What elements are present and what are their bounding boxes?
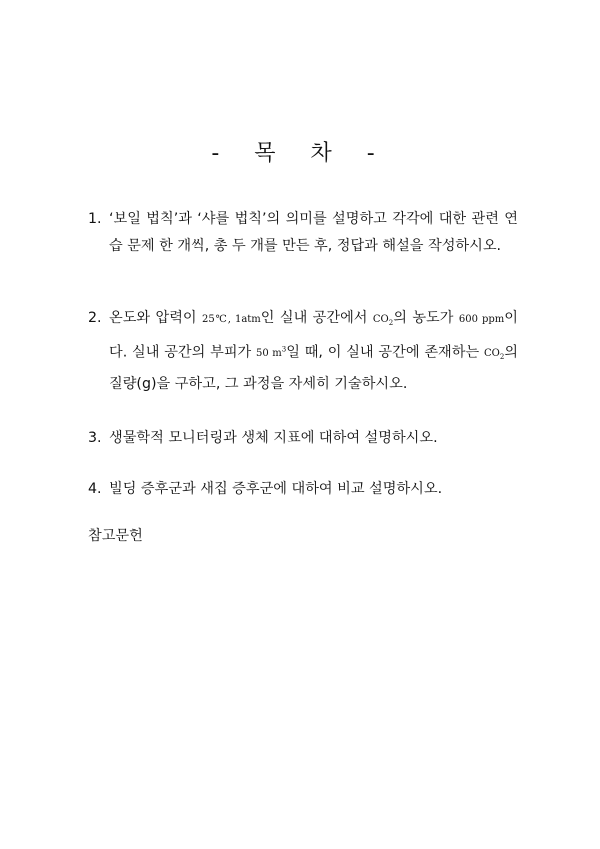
toc-item-1	[88, 206, 518, 260]
toc-item-2	[88, 305, 518, 398]
item-text: 온도와 압력이 25℃, 1atm인 실내 공간에서 $CO_2$의 농도가 600 ppm이다. 실내 공간의 부피가 50 $m^3$일 때, 이 실내 공간에 존재하는 $CO_2$의 질량(g)을 구하고, 그 과정을 자세히 기술하시오.	[109, 310, 519, 393]
toc-item-3	[88, 425, 518, 452]
concentration-value: 600 ppm	[458, 314, 505, 325]
item-number: 1.	[88, 211, 102, 227]
toc-title: - 목 차 -	[211, 141, 389, 166]
toc-item-4	[88, 476, 518, 503]
item-text: 생물학적 모니터링과 생체 지표에 대하여 설명하시오.	[109, 430, 438, 446]
item-text: 빌딩 증후군과 새집 증후군에 대하여 비교 설명하시오.	[109, 481, 443, 497]
co2-formula: $CO_2$	[483, 348, 505, 362]
item-number: 2.	[88, 310, 102, 326]
item-number: 4.	[88, 481, 102, 497]
item-text: ‘보일 법칙’과 ‘샤를 법칙’의 의미를 설명하고 각각에 대한 관련 연습 문제 한 개씩, 총 두 개를 만든 후, 정답과 해설을 작성하시오.	[109, 211, 518, 254]
item-number: 3.	[88, 430, 102, 446]
condition-value: 25℃, 1atm	[202, 314, 261, 325]
references-heading: 참고문헌	[88, 528, 143, 544]
volume-value: 50 $m^3$	[256, 346, 287, 360]
co2-formula: $CO_2$	[372, 314, 394, 327]
